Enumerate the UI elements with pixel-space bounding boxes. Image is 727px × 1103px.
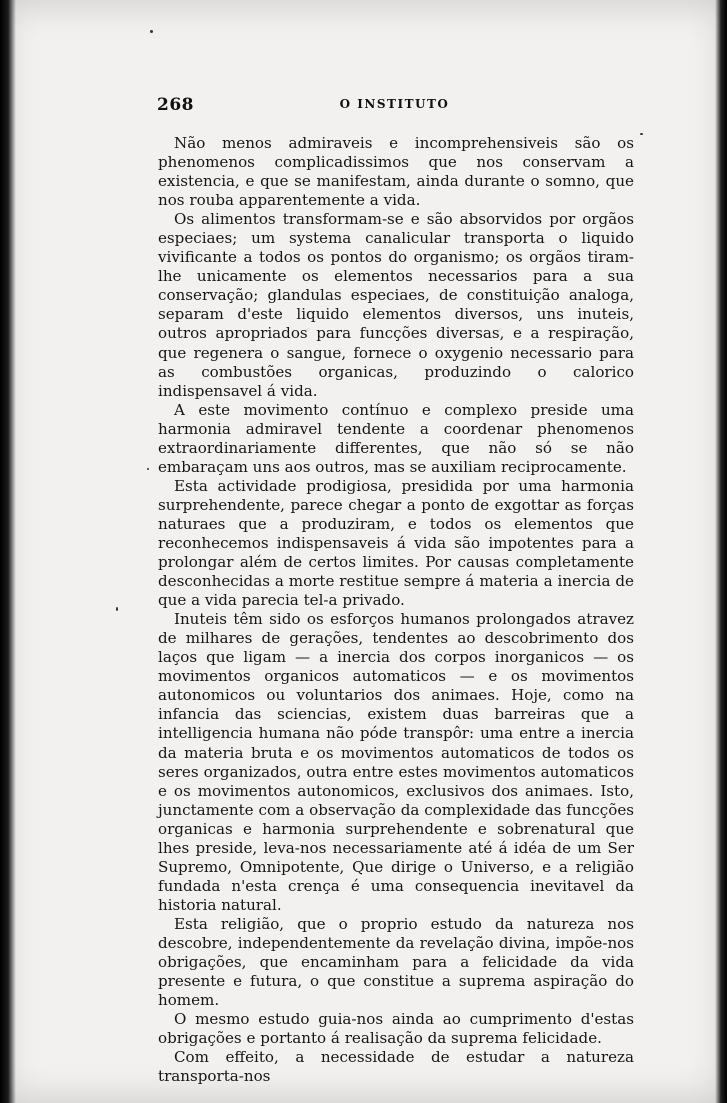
- scan-speck: [150, 30, 153, 33]
- body-text: [158, 134, 634, 1086]
- scan-speck: [116, 607, 118, 611]
- scan-speck: [147, 468, 149, 470]
- paragraph: Com effeito, a necessidade de estudar a natureza transporta-nos: [158, 1048, 634, 1086]
- paragraph: O mesmo estudo guia-nos ainda ao cumprimento d'estas obrigações e portanto á realisação da suprema felicidade.: [158, 1010, 634, 1048]
- scan-speck: [640, 133, 643, 135]
- paragraph: Não menos admiraveis e incomprehensiveis são os phenomenos complicadissimos que nos conservam a existencia, e que se manifestam, ainda durante o somno, que nos rouba apparentemente a vida.: [158, 134, 634, 210]
- scan-edge-left: [0, 0, 16, 1103]
- paragraph: Inuteis têm sido os esforços humanos prolongados atravez de milhares de gerações, tendentes ao descobrimento dos laços que ligam — a inercia dos corpos inorganicos — os movimentos organicos automaticos — e os movimentos autonomicos ou voluntarios dos animaes. Hoje, como na infancia das sciencias, existem duas barreiras que a intelligencia humana não póde transpôr: uma entre a inercia da materia bruta e os movimentos automaticos de todos os seres organizados, outra entre estes movimentos automaticos e os movimentos autonomicos, exclusivos dos animaes. Isto, junctamente com a observação da complexidade das funcções organicas e harmonia surprehendente e sobrenatural que lhes preside, leva-nos necessariamente até á idéa de um Ser Supremo, Omnipotente, Que dirige o Universo, e a religião fundada n'esta crença é uma consequencia inevitavel da historia natural.: [158, 610, 634, 914]
- paragraph: Esta actividade prodigiosa, presidida por uma harmonia surprehendente, parece chegar a ponto de exgottar as forças naturaes que a produziram, e todos os elementos que reconhecemos indispensaveis á vida são impotentes para a prolongar além de certos limites. Por causas completamente desconhecidas a morte restitue sempre á materia a inercia de que a vida parecia tel-a privado.: [158, 476, 634, 610]
- paragraph: A este movimento contínuo e complexo preside uma harmonia admiravel tendente a coordenar phenomenos extraordinariamente differentes, que não só se não embaraçam uns aos outros, mas se auxiliam reciprocamente.: [158, 400, 634, 476]
- paragraph: Os alimentos transformam-se e são absorvidos por orgãos especiaes; um systema canalicular transporta o liquido vivificante a todos os pontos do organismo; os orgãos tiram-lhe unicamente os elementos necessarios para a sua conservação; glandulas especiaes, de constituição analoga, separam d'este liquido elementos diversos, uns inuteis, outros apropriados para funcções diversas, e a respiração, que regenera o sangue, fornece o oxygenio necessario para as combustões organicas, produzindo o calorico indispensavel á vida.: [158, 210, 634, 400]
- paragraph: Esta religião, que o proprio estudo da natureza nos descobre, independentemente da revelação divina, impõe-nos obrigações, que encaminham para a felicidade da vida presente e futura, o que constitue a suprema aspiração do homem.: [158, 914, 634, 1010]
- journal-title: O INSTITUTO: [339, 97, 450, 111]
- running-head: [157, 95, 632, 117]
- scan-edge-right: [715, 0, 727, 1103]
- page-number: 268: [157, 95, 194, 115]
